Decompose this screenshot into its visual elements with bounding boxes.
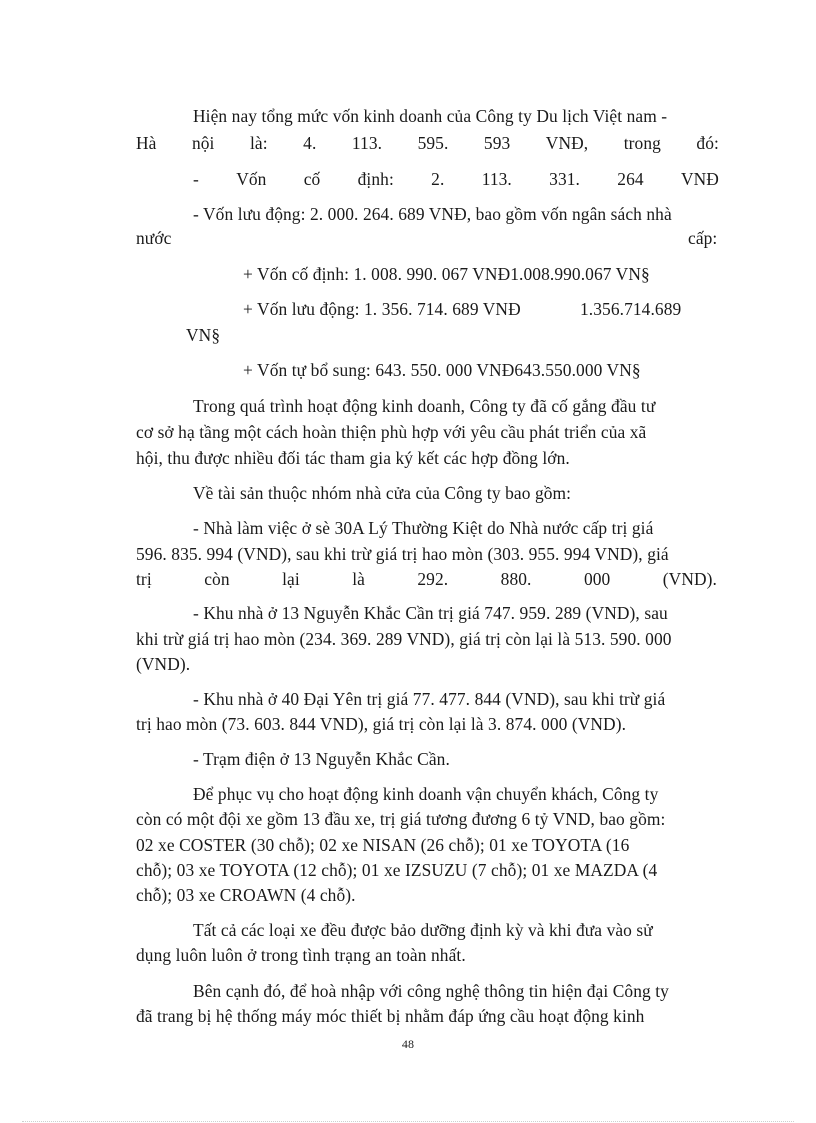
working-capital-line-2a: nước — [136, 228, 172, 248]
item-self-supplemented: + Vốn tự bổ sung: 643. 550. 000 VNĐ643.550.000 VN§ — [243, 360, 641, 380]
paragraph-10-line-5: chỗ); 03 xe CROAWN (4 chỗ). — [136, 885, 356, 905]
word: 331. — [549, 169, 581, 189]
word: đó: — [696, 133, 719, 153]
paragraph-12-line-1: Bên cạnh đó, để hoà nhập với công nghệ thông tin hiện đại Công ty — [193, 981, 669, 1001]
paragraph-7-line-1: - Khu nhà ở 13 Nguyễn Khắc Cần trị giá 747. 959. 289 (VND), sau — [193, 603, 668, 623]
paragraph-12-line-2: đã trang bị hệ thống máy móc thiết bị nhằm đáp ứng cầu hoạt động kinh — [136, 1006, 645, 1026]
word: VNĐ — [680, 169, 719, 189]
word: định: — [357, 169, 394, 189]
item-working-capital-unit: VN§ — [186, 325, 221, 345]
word: 593 — [483, 133, 511, 153]
fixed-capital-line — [193, 166, 719, 192]
word: 4. — [303, 133, 317, 153]
word: là: — [249, 133, 268, 153]
word: 264 — [617, 169, 644, 189]
paragraph-10-line-1: Để phục vụ cho hoạt động kinh doanh vận chuyển khách, Công ty — [193, 784, 659, 804]
word: 595. — [417, 133, 449, 153]
paragraph-8-line-2: trị hao mòn (73. 603. 844 VND), giá trị còn lại là 3. 874. 000 (VND). — [136, 714, 627, 734]
paragraph-8-line-1: - Khu nhà ở 40 Đại Yên trị giá 77. 477. 844 (VND), sau khi trừ giá — [193, 689, 666, 709]
item-fixed-capital: + Vốn cố định: 1. 008. 990. 067 VNĐ1.008.990.067 VN§ — [243, 264, 650, 284]
word: Hà — [136, 133, 157, 153]
paragraph-11-line-1: Tất cả các loại xe đều được bảo dưỡng định kỳ và khi đưa vào sử — [193, 920, 653, 940]
word: 113. — [481, 169, 512, 189]
word: là — [352, 569, 365, 589]
paragraph-11-line-2: dụng luôn luôn ở trong tình trạng an toàn nhất. — [136, 945, 466, 965]
working-capital-line-1: - Vốn lưu động: 2. 000. 264. 689 VNĐ, bao gồm vốn ngân sách nhà — [193, 204, 672, 224]
paragraph-6-line-1: - Nhà làm việc ở sè 30A Lý Thường Kiệt do Nhà nước cấp trị giá — [193, 518, 654, 538]
paragraph-7-line-2: khi trừ giá trị hao mòn (234. 369. 289 VND), giá trị còn lại là 513. 590. 000 — [136, 629, 672, 649]
page-number: 48 — [401, 1037, 415, 1051]
page-bottom-divider — [22, 1121, 794, 1122]
word: (VND). — [662, 569, 717, 589]
paragraph-7-line-3: (VND). — [136, 654, 191, 674]
word: trị — [136, 569, 152, 589]
paragraph-9: - Trạm điện ở 13 Nguyễn Khắc Cần. — [193, 749, 450, 769]
paragraph-10-line-2: còn có một đội xe gồm 13 đầu xe, trị giá tương đương 6 tỷ VND, bao gồm: — [136, 809, 666, 829]
paragraph-10-line-4: chỗ); 03 xe TOYOTA (12 chỗ); 01 xe IZSUZU (7 chỗ); 01 xe MAZDA (4 — [136, 860, 658, 880]
paragraph-6-line-2: 596. 835. 994 (VND), sau khi trừ giá trị hao mòn (303. 955. 994 VND), giá — [136, 544, 669, 564]
word: VNĐ, — [545, 133, 589, 153]
word: cố — [303, 169, 321, 189]
paragraph-1-line-2 — [136, 130, 719, 156]
paragraph-5: Về tài sản thuộc nhóm nhà cửa của Công ty bao gồm: — [193, 483, 572, 503]
paragraph-4-line-2: cơ sở hạ tầng một cách hoàn thiện phù hợp với yêu cầu phát triển của xã — [136, 422, 647, 442]
word: nội — [191, 133, 215, 153]
word: 2. — [431, 169, 445, 189]
word: 292. — [417, 569, 449, 589]
item-working-capital: + Vốn lưu động: 1. 356. 714. 689 VNĐ — [243, 299, 521, 319]
paragraph-4-line-1: Trong quá trình hoạt động kinh doanh, Công ty đã cố gắng đầu tư — [193, 396, 656, 416]
paragraph-10-line-3: 02 xe COSTER (30 chỗ); 02 xe NISAN (26 chỗ); 01 xe TOYOTA (16 — [136, 835, 630, 855]
working-capital-line-2b: cấp: — [688, 228, 718, 248]
word: Vốn — [236, 169, 267, 189]
word: lại — [282, 569, 300, 589]
item-working-capital-amount: 1.356.714.689 — [580, 299, 682, 319]
word: 880. — [500, 569, 532, 589]
paragraph-6-line-3 — [136, 566, 717, 592]
word: - — [193, 169, 199, 189]
word: trong — [623, 133, 661, 153]
paragraph-4-line-3: hội, thu được nhiều đối tác tham gia ký kết các hợp đồng lớn. — [136, 448, 570, 468]
word: 113. — [351, 133, 383, 153]
word: 000 — [583, 569, 611, 589]
paragraph-1-line-1: Hiện nay tổng mức vốn kinh doanh của Công ty Du lịch Việt nam - — [193, 106, 668, 126]
word: còn — [204, 569, 230, 589]
